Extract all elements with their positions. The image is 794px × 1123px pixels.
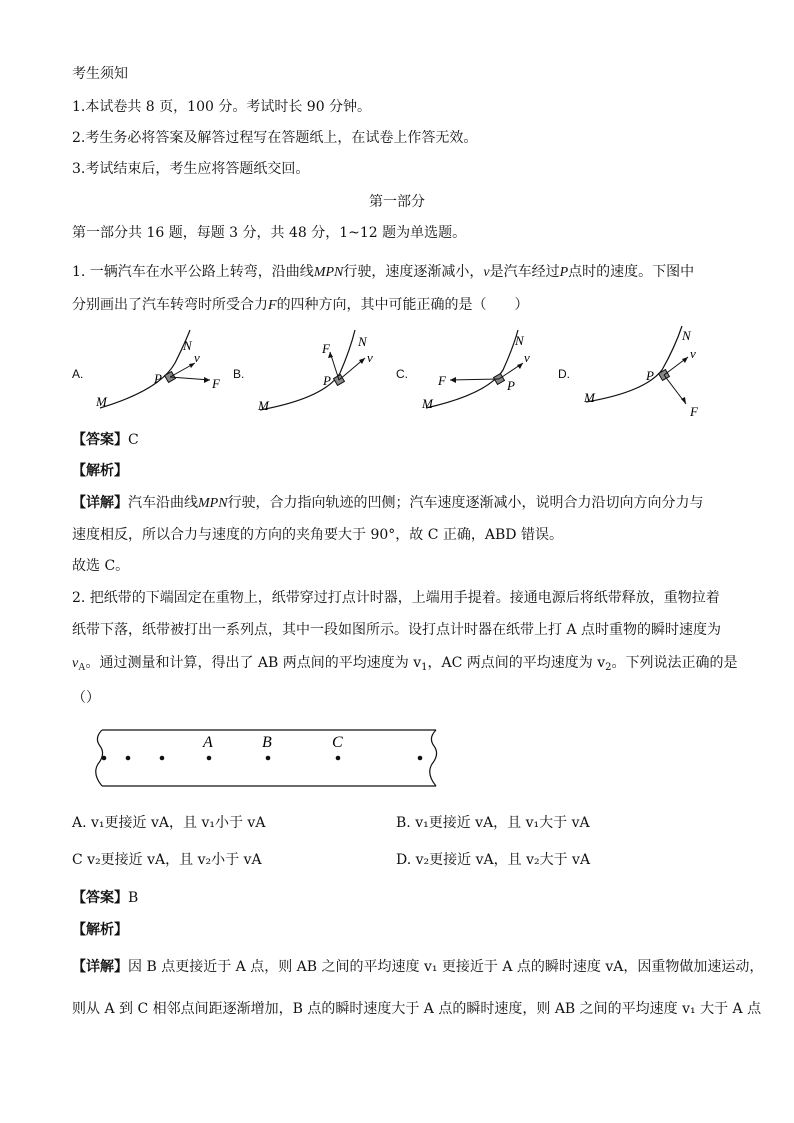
svg-text:P: P (154, 371, 162, 386)
q1-option-a-label: A. (72, 367, 84, 381)
svg-text:P: P (646, 368, 654, 383)
svg-text:M: M (96, 394, 107, 409)
q2-option-d: D. v₂更接近 vA，且 v₂大于 vA (396, 852, 591, 868)
tape-label-c: C (332, 734, 343, 751)
q2-detail-line-1: 【详解】因 B 点更接近于 A 点，则 AB 之间的平均速度 v₁ 更接近于 A 点的瞬时速度 vA，因重物做加速运动， (72, 959, 764, 975)
q2-analysis-tag: 【解析】 (72, 922, 128, 938)
svg-text:v: v (367, 350, 373, 365)
svg-text:v: v (690, 346, 696, 361)
paper-tape-figure (92, 724, 452, 792)
q1-stem-line-1: 1. 一辆汽车在水平公路上转弯，沿曲线MPN行驶，速度逐渐减小，v是汽车经过P点时的速度。下图中 (72, 264, 695, 280)
tape-dot-c (336, 756, 341, 761)
q2-option-b: B. v₁更接近 vA，且 v₁大于 vA (396, 815, 590, 831)
tape-dot-b (266, 756, 271, 761)
tape-dot (418, 756, 423, 761)
q2-answer: 【答案】B (72, 890, 139, 906)
q1-figure-c (418, 328, 548, 418)
q1-option-d-label: D. (558, 367, 570, 381)
q1-option-c-label: C. (396, 367, 408, 381)
notice-title: 考生须知 (72, 66, 128, 82)
svg-text:N: N (183, 338, 192, 353)
q1-figure-d (580, 322, 720, 422)
svg-text:F: F (322, 341, 330, 356)
section-title: 第一部分 (369, 194, 425, 210)
svg-text:F: F (690, 404, 698, 419)
tape-dot (126, 756, 131, 761)
svg-text:M: M (584, 390, 595, 405)
tape-dot (102, 756, 107, 761)
tape-label-b: B (262, 734, 272, 751)
q2-stem-line-4: （） (72, 690, 100, 706)
svg-text:v: v (524, 350, 530, 365)
section-description: 第一部分共 16 题，每题 3 分，共 48 分，1~12 题为单选题。 (72, 225, 467, 241)
svg-text:M: M (258, 398, 269, 413)
notice-item-1: 1.本试卷共 8 页，100 分。考试时长 90 分钟。 (72, 99, 372, 115)
svg-text:N: N (515, 333, 524, 348)
q1-figure-a (90, 328, 240, 418)
q1-conclusion: 故选 C。 (72, 558, 130, 574)
svg-text:v: v (194, 350, 200, 365)
q1-figure-b (255, 328, 385, 418)
notice-item-3: 3.考试结束后，考生应将答题纸交回。 (72, 161, 310, 177)
svg-text:P: P (323, 373, 331, 388)
svg-text:F: F (438, 373, 446, 388)
q2-stem-line-2: 纸带下落，纸带被打出一系列点，其中一段如图所示。设打点计时器在纸带上打 A 点时重物的瞬时速度为 (72, 622, 722, 638)
tape-dot-a (207, 756, 212, 761)
svg-text:M: M (422, 396, 433, 411)
q1-option-b-label: B. (233, 367, 245, 381)
q2-detail-line-2: 则从 A 到 C 相邻点间距逐渐增加，B 点的瞬时速度大于 A 点的瞬时速度，则 AB 之间的平均速度 v₁ 大于 A 点 (72, 1001, 762, 1017)
svg-text:N: N (358, 334, 367, 349)
q2-stem-line-1: 2. 把纸带的下端固定在重物上，纸带穿过打点计时器，上端用手提着。接通电源后将纸带释放，重物拉着 (72, 590, 720, 606)
q1-stem-line-2: 分别画出了汽车转弯时所受合力F的四种方向，其中可能正确的是（ ） (72, 297, 529, 313)
q1-answer: 【答案】C (72, 432, 139, 448)
q2-option-c: C v₂更接近 vA，且 v₂小于 vA (72, 852, 262, 868)
q1-detail-line-1: 【详解】汽车沿曲线MPN行驶，合力指向轨迹的凹侧；汽车速度逐渐减小，说明合力沿切向方向分力与 (72, 495, 704, 511)
q2-stem-line-3: $v_A$。通过测量和计算，得出了 AB 两点间的平均速度为 $v_1$，AC 两点间的平均速度为 $v_2$。下列说法正确的是 (72, 655, 738, 673)
notice-item-2: 2.考生务必将答案及解答过程写在答题纸上，在试卷上作答无效。 (72, 130, 478, 146)
svg-text:N: N (682, 328, 691, 343)
tape-dot (160, 756, 165, 761)
svg-text:P: P (507, 378, 515, 393)
q1-analysis-tag: 【解析】 (72, 463, 128, 479)
q1-detail-line-2: 速度相反，所以合力与速度的方向的夹角要大于 90°，故 C 正确，ABD 错误。 (72, 527, 563, 543)
svg-text:F: F (212, 376, 220, 391)
tape-label-a: A (203, 734, 213, 751)
q2-option-a: A. v₁更接近 vA，且 v₁小于 vA (72, 815, 266, 831)
